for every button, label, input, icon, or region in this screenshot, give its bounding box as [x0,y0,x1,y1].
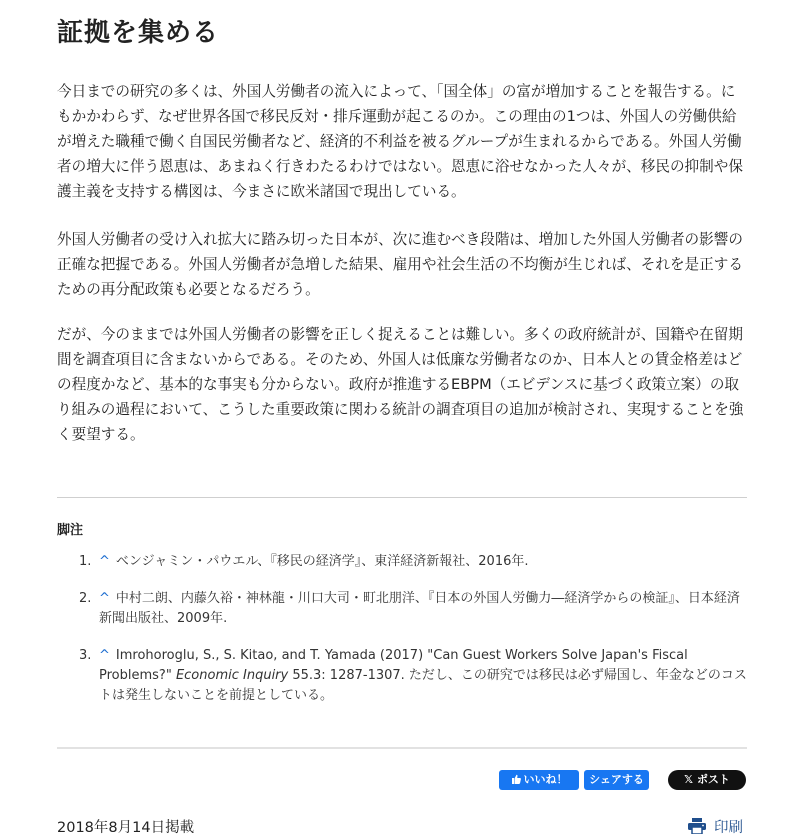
footnote-number: 2. [79,591,92,606]
footnote-backlink[interactable]: ^ [99,648,110,663]
x-post-button[interactable] [668,770,746,790]
footnote-1 [57,552,747,572]
facebook-like-button[interactable] [499,770,579,790]
divider [57,497,747,498]
footnotes-list [57,552,747,723]
x-post-label: ポスト [696,773,730,786]
thumbs-up-icon [511,774,521,784]
article-title: 証拠を集める [57,18,220,48]
footnote-text: ベンジャミン・パウエル、『移民の経済学』、東洋経済新報社、2016年. [115,554,529,569]
paragraph-3: だが、今のままでは外国人労働者の影響を正しく捉えることは難しい。多くの政府統計が、国籍や在留期間を調査項目に含まないからである。そのため、外国人は低廉な労働者なのか、日本人との賃金格差はどの程度かなど、基本的な事実も分からない。政府が推進するEBPM（エビデンスに基づく政策立案）の取り組みの過程において、こうした重要政策に関わる統計の調査項目の追加が検討され、実現することを強く要望する。 [57,326,744,443]
print-label: 印刷 [714,820,743,836]
footnote-text: 中村二朗、内藤久裕・神林龍・川口大司・町北朋洋、『日本の外国人労働力―経済学からの検証』、日本経済新聞出版社、2009年. [99,591,740,626]
footnote-text-after: 55.3: 1287-1307. ただし、この研究では移民は必ず帰国し、年金などのコストは発生しないことを前提としている。 [99,668,747,703]
paragraph-2: 外国人労働者の受け入れ拡大に踏み切った日本が、次に進むべき段階は、増加した外国人労働者の影響の正確な把握である。外国人労働者が急増した結果、雇用や社会生活の不均衡が生じれば、それを是正するための再分配政策も必要となるだろう。 [57,231,743,298]
x-logo-icon: 𝕏 [684,773,693,786]
publish-date: 2018年8月14日掲載 [57,820,195,836]
footnote-number: 3. [79,648,92,663]
footnote-2 [57,589,747,629]
footnote-backlink[interactable]: ^ [99,554,110,569]
facebook-share-button[interactable]: シェアする [584,770,649,790]
print-link[interactable] [688,816,743,837]
divider [57,747,747,749]
footnote-backlink[interactable]: ^ [99,591,110,606]
footnote-text-before: Imrohoroglu, S., S. Kitao, and T. Yamada (2017) "Can Guest Workers Solve Japan's Fiscal Problems?" [99,648,688,683]
footnotes-title: 脚注 [57,523,84,538]
like-label: いいね！ [523,773,568,786]
paragraph-1: 今日までの研究の多くは、外国人労働者の流入によって、「国全体」の富が増加することを報告する。にもかかわらず、なぜ世界各国で移民反対・排斥運動が起こるのか。この理由の1つは、外国人の労働供給が増えた職種で働く自国民労働者など、経済的不利益を被るグループが生まれるからである。外国人労働者の増大に伴う恩恵は、あまねく行きわたるわけではない。恩恵に浴せなかった人々が、移民の抑制や保護主義を支持する構図は、今まさに欧米諸国で現出している。 [57,83,743,200]
footnote-journal: Economic Inquiry [175,668,289,683]
footnote-number: 1. [79,554,92,569]
printer-icon [688,818,706,834]
footnote-3 [57,646,747,706]
